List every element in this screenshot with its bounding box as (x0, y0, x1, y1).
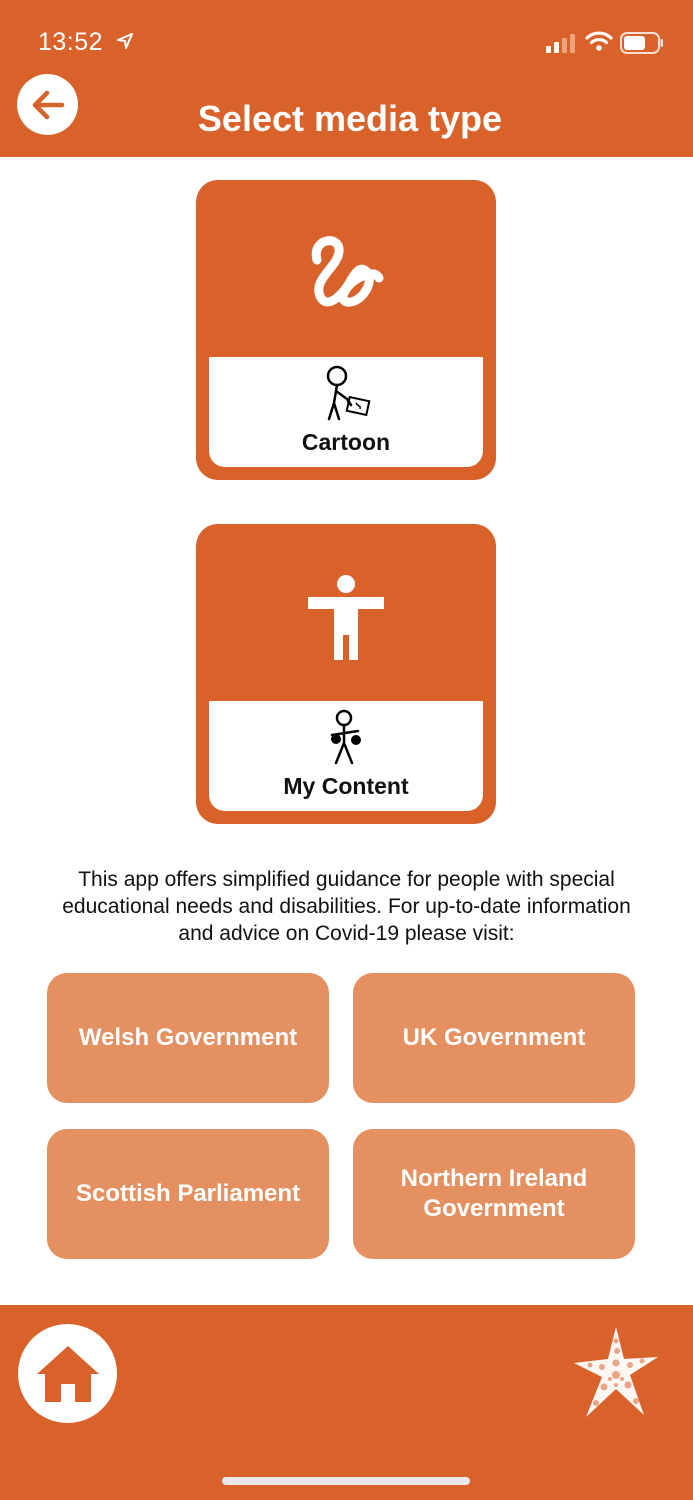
status-time: 13:52 (38, 28, 104, 56)
person-drawing-icon (321, 365, 371, 423)
uk-government-button[interactable]: UK Government (353, 973, 635, 1103)
my-content-label: My Content (283, 773, 409, 799)
cartoon-card[interactable] (196, 180, 496, 480)
cartoon-label: Cartoon (301, 429, 391, 455)
location-arrow-icon (116, 32, 134, 50)
scottish-parliament-button[interactable]: Scottish Parliament (47, 1129, 329, 1259)
my-content-card[interactable] (196, 524, 496, 824)
page-title: Select media type (197, 98, 503, 139)
home-button[interactable] (18, 1324, 117, 1423)
person-standing-icon (306, 574, 386, 662)
footer-bar (0, 1305, 693, 1500)
wifi-icon (585, 30, 613, 52)
cellular-signal-icon (546, 33, 578, 53)
header-bar (0, 0, 693, 157)
info-text: This app offers simplified guidance for people with special educational needs and disabilities. For up-to-date information and advice on Covid-19 please visit: (62, 868, 631, 945)
squiggle-icon (301, 230, 391, 320)
starfish-logo (570, 1323, 662, 1423)
northern-ireland-government-button[interactable]: Northern Ireland Government (353, 1129, 635, 1259)
home-icon (33, 1342, 103, 1406)
home-indicator (222, 1477, 470, 1485)
welsh-government-button[interactable]: Welsh Government (47, 973, 329, 1103)
person-holding-icon (324, 709, 368, 767)
battery-icon (620, 32, 664, 54)
